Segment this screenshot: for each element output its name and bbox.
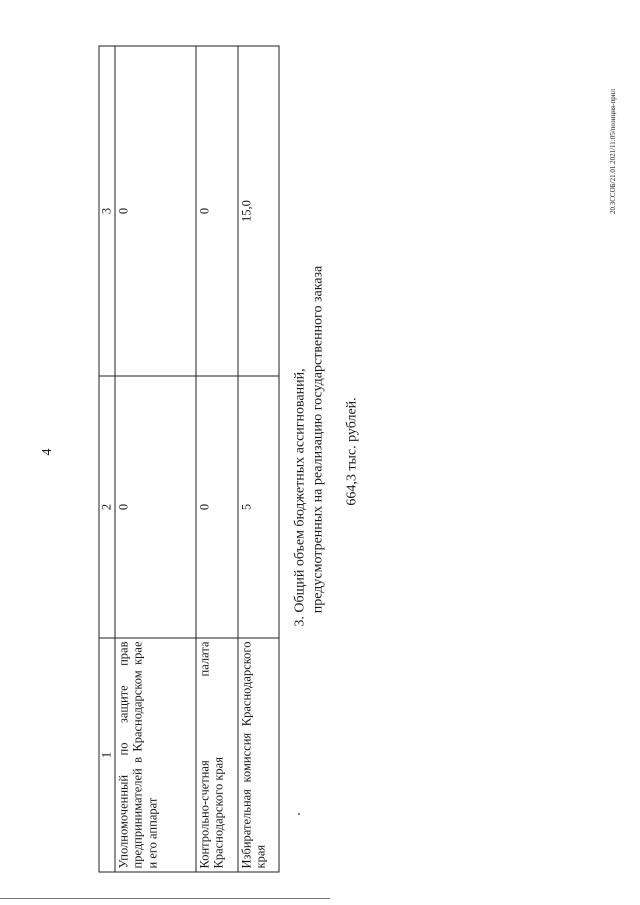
table-row	[237, 46, 278, 872]
table-header-cell: 1	[99, 638, 115, 872]
table-header-row	[99, 46, 115, 872]
table-cell-name: Уполномоченный по защите прав предпринимателей в Краснодарском крае и его аппарат	[114, 638, 195, 872]
bottom-divider	[0, 898, 330, 899]
table-cell-value: 0	[114, 46, 195, 376]
table-row	[114, 46, 195, 872]
allocation-table-container	[98, 46, 279, 872]
table-cell-value: 15,0	[237, 46, 278, 376]
table-cell-name: Избирательная комиссия Краснодарского края	[237, 638, 278, 872]
side-document-code: 20.ЗССОБ/21.01.2021/11:05/позиция-прил	[609, 89, 617, 214]
table-cell-value: 0	[114, 376, 195, 638]
table-cell-name: Контрольно-счетная палата Краснодарского края	[195, 638, 237, 872]
table-header-cell: 2	[99, 376, 115, 638]
table-header-cell: 3	[99, 46, 115, 376]
page-number: 4	[40, 448, 55, 456]
table-cell-value: 5	[237, 376, 278, 638]
scan-speck	[298, 813, 300, 815]
budget-total-amount: 664,3 тыс. рублей.	[344, 397, 360, 506]
budget-total-heading: 3. Общий объем бюджетных ассигнований,	[292, 368, 308, 627]
allocation-table	[98, 45, 279, 872]
budget-total-subheading: предусмотренных на реализацию государственного заказа	[310, 265, 326, 614]
table-cell-value: 0	[195, 376, 237, 638]
table-cell-value: 0	[195, 46, 237, 376]
table-row	[195, 46, 237, 872]
